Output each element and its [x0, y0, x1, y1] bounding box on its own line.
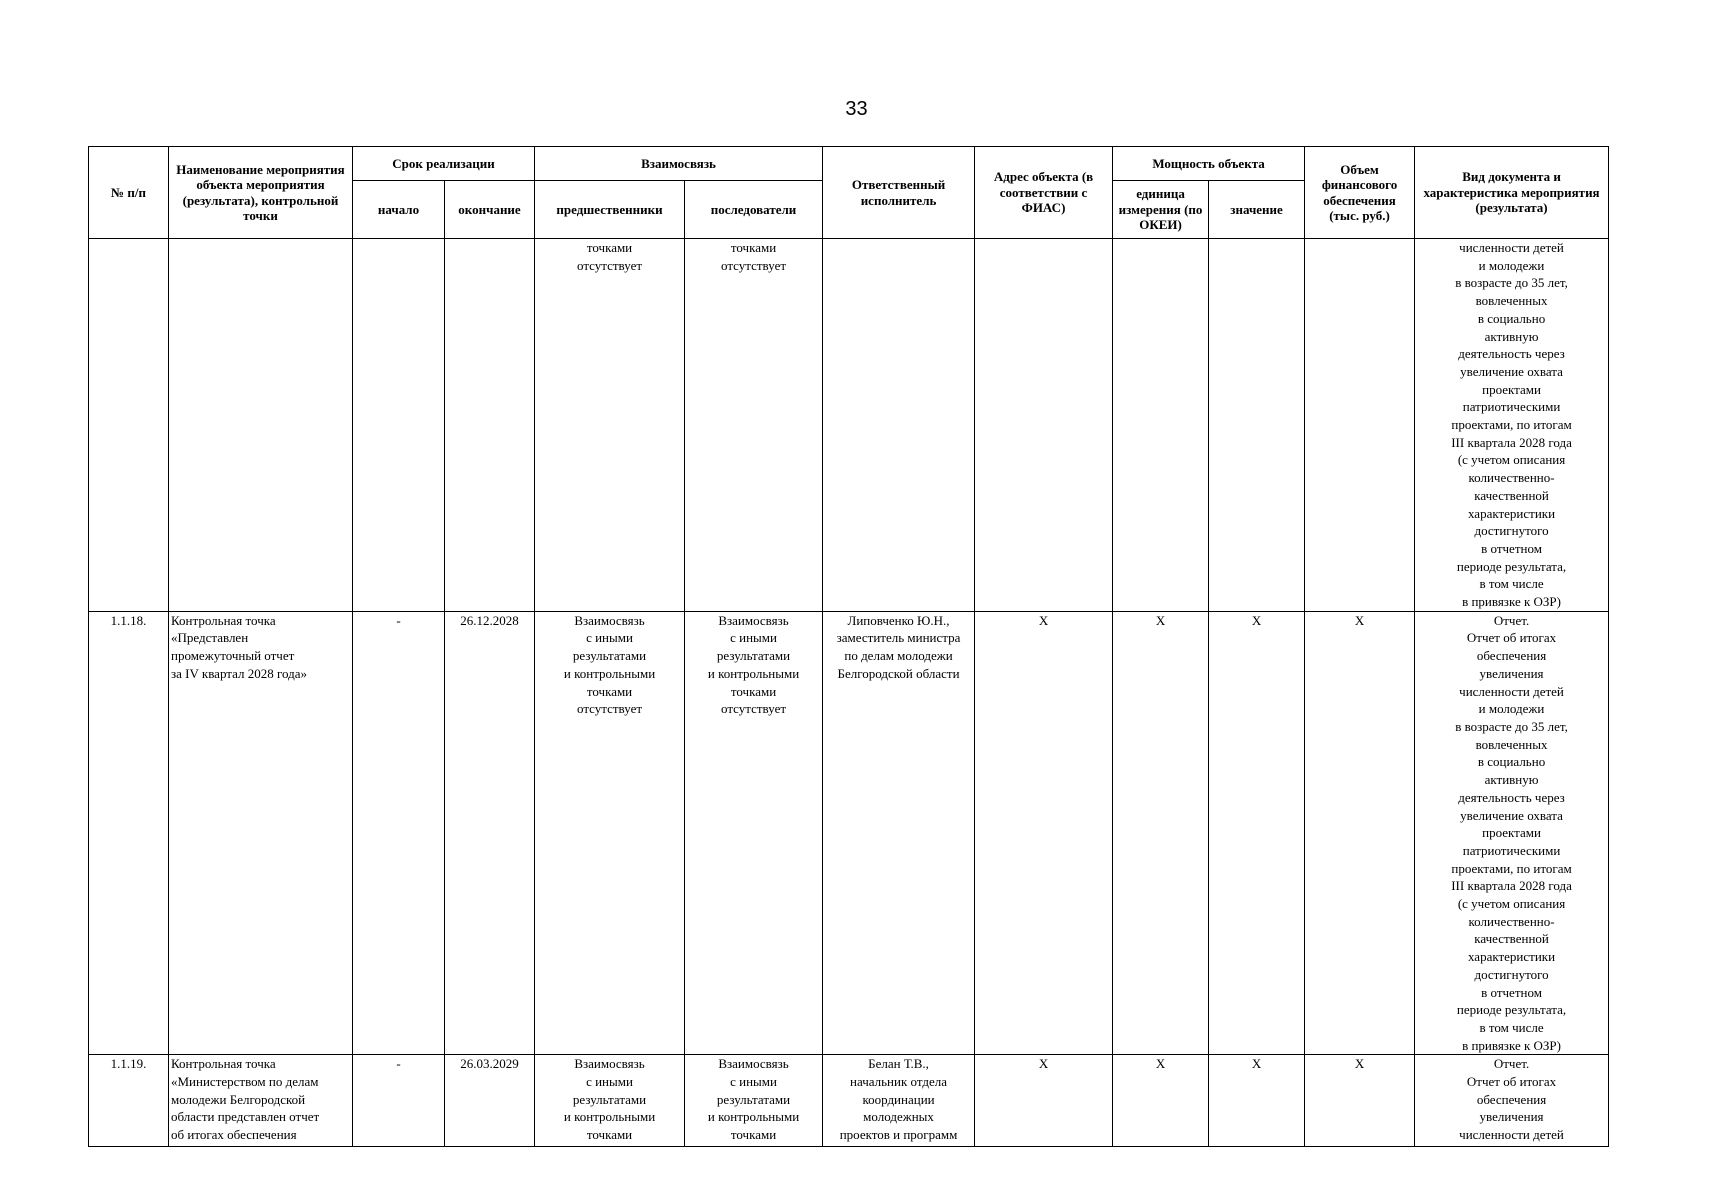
- table-row: [89, 611, 1609, 1055]
- cell-address: X: [975, 611, 1113, 1055]
- header-start: начало: [353, 181, 445, 239]
- cell-successors: Взаимосвязь с иными результатами и контрольными точками отсутствует: [685, 611, 823, 1055]
- cell-start: [353, 239, 445, 612]
- cell-finance: X: [1305, 611, 1415, 1055]
- cell-num: 1.1.18.: [89, 611, 169, 1055]
- cell-name: [169, 239, 353, 612]
- header-unit: единица измерения (по ОКЕИ): [1113, 181, 1209, 239]
- cell-unit: [1113, 239, 1209, 612]
- cell-unit: X: [1113, 1055, 1209, 1147]
- cell-num: [89, 239, 169, 612]
- cell-predecessors: Взаимосвязь с иными результатами и контрольными точками отсутствует: [535, 611, 685, 1055]
- cell-start: -: [353, 1055, 445, 1147]
- header-link: Взаимосвязь: [535, 147, 823, 181]
- cell-finance: [1305, 239, 1415, 612]
- table-row: [89, 1055, 1609, 1147]
- header-name: Наименование мероприятия объекта мероприятия (результата), контрольной точки: [169, 147, 353, 239]
- cell-value: [1209, 239, 1305, 612]
- cell-end: 26.12.2028: [445, 611, 535, 1055]
- header-end: окончание: [445, 181, 535, 239]
- header-power: Мощность объекта: [1113, 147, 1305, 181]
- header-num: № п/п: [89, 147, 169, 239]
- table-header: [89, 147, 1609, 239]
- cell-responsible: Белан Т.В., начальник отдела координации молодежных проектов и программ: [823, 1055, 975, 1147]
- cell-predecessors: точками отсутствует: [535, 239, 685, 612]
- cell-end: [445, 239, 535, 612]
- header-address: Адрес объекта (в соответствии с ФИАС): [975, 147, 1113, 239]
- header-successors: последователи: [685, 181, 823, 239]
- cell-address: [975, 239, 1113, 612]
- cell-responsible: Липовченко Ю.Н., заместитель министра по делам молодежи Белгородской области: [823, 611, 975, 1055]
- cell-value: X: [1209, 611, 1305, 1055]
- header-responsible: Ответственный исполнитель: [823, 147, 975, 239]
- cell-finance: X: [1305, 1055, 1415, 1147]
- cell-document: Отчет. Отчет об итогах обеспечения увеличения численности детей: [1415, 1055, 1609, 1147]
- cell-successors: точками отсутствует: [685, 239, 823, 612]
- cell-document: численности детей и молодежи в возрасте до 35 лет, вовлеченных в социально активную деятельность через увеличение охвата проектами патриотическими проектами, по итогам III квартала 2028 года (с учетом описания количественно- качественной характеристики достигнутого в отчетном периоде результата, в том числе в привязке к ОЗР): [1415, 239, 1609, 612]
- cell-predecessors: Взаимосвязь с иными результатами и контрольными точками: [535, 1055, 685, 1147]
- header-value: значение: [1209, 181, 1305, 239]
- cell-address: X: [975, 1055, 1113, 1147]
- page-number: 33: [845, 98, 868, 120]
- header-finance: Объем финансового обеспечения (тыс. руб.): [1305, 147, 1415, 239]
- cell-successors: Взаимосвязь с иными результатами и контрольными точками: [685, 1055, 823, 1147]
- cell-responsible: [823, 239, 975, 612]
- header-predecessors: предшественники: [535, 181, 685, 239]
- header-term: Срок реализации: [353, 147, 535, 181]
- plan-table: [88, 146, 1609, 1147]
- cell-start: -: [353, 611, 445, 1055]
- cell-num: 1.1.19.: [89, 1055, 169, 1147]
- cell-name: Контрольная точка «Представлен промежуточный отчет за IV квартал 2028 года»: [169, 611, 353, 1055]
- cell-end: 26.03.2029: [445, 1055, 535, 1147]
- header-document: Вид документа и характеристика мероприятия (результата): [1415, 147, 1609, 239]
- cell-document: Отчет. Отчет об итогах обеспечения увеличения численности детей и молодежи в возрасте до 35 лет, вовлеченных в социально активную деятельность через увеличение охвата проектами патриотическими проектами, по итогам III квартала 2028 года (с учетом описания количественно- качественной характеристики достигнутого в отчетном периоде результата, в том числе в привязке к ОЗР): [1415, 611, 1609, 1055]
- table-row: [89, 239, 1609, 612]
- cell-unit: X: [1113, 611, 1209, 1055]
- cell-name: Контрольная точка «Министерством по делам молодежи Белгородской области представлен отчет об итогах обеспечения: [169, 1055, 353, 1147]
- cell-value: X: [1209, 1055, 1305, 1147]
